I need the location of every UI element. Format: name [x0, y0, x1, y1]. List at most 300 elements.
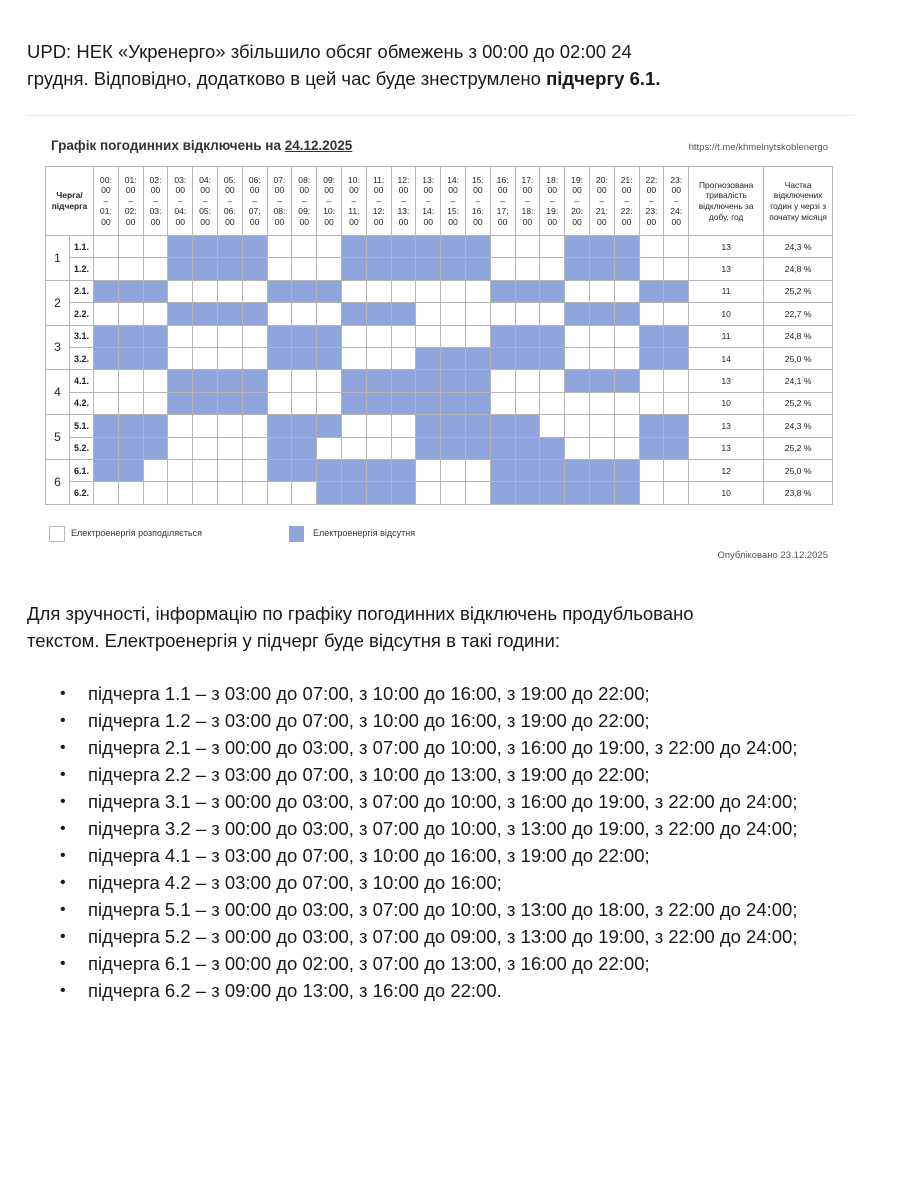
- hour-header: [341, 167, 366, 236]
- hour-cell-on: [589, 415, 614, 437]
- hour-cell-on: [565, 415, 590, 437]
- hour-cell-on: [168, 415, 193, 437]
- hour-from: 19:: [571, 174, 584, 185]
- hour-cell-on: [94, 303, 119, 325]
- legend-power-on-swatch: [49, 526, 65, 542]
- hour-cell-on: [317, 236, 342, 258]
- hour-cell-on: [267, 258, 292, 280]
- hour-from: 07:: [273, 174, 286, 185]
- hour-to: 24:: [670, 206, 683, 217]
- hour-cell-on: [515, 258, 540, 280]
- hour-from: 09:: [323, 174, 336, 185]
- dash: –: [425, 195, 431, 206]
- hour-cell-on: [366, 325, 391, 347]
- hour-cell-off: [515, 415, 540, 437]
- intro-line1: Для зручності, інформацію по графіку погодинних відключень продубльовано: [27, 603, 694, 624]
- hour-cell-on: [465, 482, 490, 504]
- dash: –: [599, 195, 605, 206]
- intro-line2: текстом. Електроенергія у підчерг буде відсутня в такі години:: [27, 630, 560, 651]
- duration-value: 13: [689, 258, 764, 280]
- minutes: 00: [597, 185, 607, 196]
- hour-cell-off: [465, 392, 490, 414]
- list-item: • підчерга 4.1 – з 03:00 до 07:00, з 10:00 до 16:00, з 19:00 до 22:00;: [88, 842, 827, 869]
- hour-cell-off: [664, 325, 689, 347]
- table-row: [46, 303, 833, 325]
- hour-cell-off: [341, 459, 366, 481]
- hour-to: 18:: [521, 206, 534, 217]
- hour-cell-off: [515, 437, 540, 459]
- hour-cell-off: [267, 347, 292, 369]
- share-header: Частка відключених годин у черзі з початку місяця: [764, 167, 833, 236]
- dash: –: [649, 195, 654, 206]
- hour-header: [143, 167, 168, 236]
- minutes: 00: [522, 216, 533, 227]
- hour-cell-on: [664, 392, 689, 414]
- minutes: 00: [373, 216, 384, 227]
- hour-cell-on: [391, 415, 416, 437]
- hour-cell-off: [664, 415, 689, 437]
- hour-to: 06:: [223, 206, 236, 217]
- hour-cell-off: [193, 392, 218, 414]
- hour-cell-off: [540, 325, 565, 347]
- hour-cell-off: [168, 370, 193, 392]
- hour-cell-off: [267, 459, 292, 481]
- hour-cell-off: [416, 370, 441, 392]
- minutes: 00: [249, 216, 260, 227]
- hour-cell-off: [118, 325, 143, 347]
- subqueue-label: 1.1.: [70, 236, 94, 258]
- hour-header: [490, 167, 515, 236]
- schedule-image: [43, 130, 840, 570]
- hour-cell-off: [515, 347, 540, 369]
- hour-cell-on: [292, 392, 317, 414]
- hour-cell-off: [540, 459, 565, 481]
- hour-cell-on: [391, 437, 416, 459]
- minutes: 00: [150, 185, 161, 196]
- hour-from: 15:: [471, 174, 484, 185]
- dash: –: [277, 195, 282, 206]
- hour-cell-off: [118, 347, 143, 369]
- hour-cell-on: [614, 392, 639, 414]
- hour-cell-on: [391, 280, 416, 302]
- duration-value: 10: [689, 392, 764, 414]
- hour-cell-off: [143, 415, 168, 437]
- hour-cell-off: [341, 482, 366, 504]
- duration-value: 13: [689, 236, 764, 258]
- schedule-date: 24.12.2025: [284, 138, 353, 153]
- hour-cell-off: [565, 258, 590, 280]
- minutes: 00: [299, 216, 310, 227]
- hour-cell-off: [515, 482, 540, 504]
- hour-cell-off: [664, 437, 689, 459]
- hour-cell-on: [193, 325, 218, 347]
- hour-cell-off: [94, 459, 119, 481]
- hour-cell-off: [490, 459, 515, 481]
- hour-cell-on: [416, 325, 441, 347]
- hour-to: 15:: [447, 206, 460, 217]
- hour-cell-off: [639, 347, 664, 369]
- update-notice-subqueue: підчергу 6.1.: [546, 68, 661, 89]
- hour-cell-on: [292, 303, 317, 325]
- minutes: 00: [547, 185, 558, 196]
- hour-cell-on: [490, 370, 515, 392]
- hour-header: [391, 167, 416, 236]
- schedule-title: [51, 138, 352, 153]
- dash: –: [301, 195, 307, 206]
- hour-cell-on: [341, 437, 366, 459]
- table-row: [46, 392, 833, 414]
- dash: –: [624, 195, 630, 206]
- hour-cell-off: [515, 280, 540, 302]
- hour-cell-off: [366, 370, 391, 392]
- subqueue-label: 4.1.: [70, 370, 94, 392]
- hour-cell-on: [143, 459, 168, 481]
- hour-cell-off: [589, 303, 614, 325]
- hour-cell-off: [193, 370, 218, 392]
- hour-cell-off: [540, 280, 565, 302]
- hour-cell-on: [540, 303, 565, 325]
- hour-cell-on: [639, 482, 664, 504]
- list-item: • підчерга 1.1 – з 03:00 до 07:00, з 10:00 до 16:00, з 19:00 до 22:00;: [88, 680, 827, 707]
- hour-cell-off: [391, 482, 416, 504]
- hour-cell-on: [366, 347, 391, 369]
- hour-cell-on: [118, 303, 143, 325]
- dash: –: [351, 195, 357, 206]
- minutes: 00: [274, 216, 285, 227]
- list-item: • підчерга 3.2 – з 00:00 до 03:00, з 07:00 до 10:00, з 13:00 до 19:00, з 22:00 до 24:00;: [88, 815, 827, 842]
- hour-cell-off: [267, 415, 292, 437]
- hour-cell-on: [465, 303, 490, 325]
- hour-to: 20:: [571, 206, 584, 217]
- hour-cell-off: [565, 236, 590, 258]
- hour-cell-on: [565, 437, 590, 459]
- hour-cell-off: [589, 370, 614, 392]
- hour-cell-off: [217, 258, 242, 280]
- hour-cell-off: [317, 280, 342, 302]
- hour-cell-on: [565, 347, 590, 369]
- hour-cell-off: [639, 437, 664, 459]
- hour-to: 03:: [149, 206, 162, 217]
- hour-cell-on: [589, 280, 614, 302]
- hour-from: 01:: [124, 174, 137, 185]
- minutes: 00: [324, 216, 334, 227]
- hour-to: 23:: [645, 206, 658, 217]
- hour-cell-off: [465, 347, 490, 369]
- hour-cell-on: [639, 258, 664, 280]
- table-row: [46, 482, 833, 504]
- hour-cell-on: [540, 415, 565, 437]
- hour-cell-off: [317, 482, 342, 504]
- hour-from: 21:: [620, 174, 633, 185]
- hour-cell-on: [416, 482, 441, 504]
- dash: –: [673, 195, 679, 206]
- hour-cell-on: [614, 347, 639, 369]
- hour-cell-off: [317, 459, 342, 481]
- hour-header: [639, 167, 664, 236]
- hour-cell-off: [614, 370, 639, 392]
- hour-cell-off: [366, 236, 391, 258]
- list-item: • підчерга 5.1 – з 00:00 до 03:00, з 07:00 до 10:00, з 13:00 до 18:00, з 22:00 до 24:00;: [88, 896, 827, 923]
- hour-cell-on: [664, 482, 689, 504]
- subqueue-label: 4.2.: [70, 392, 94, 414]
- hour-cell-on: [143, 258, 168, 280]
- hour-header: [242, 167, 267, 236]
- hour-cell-on: [143, 482, 168, 504]
- hour-to: 14:: [422, 206, 435, 217]
- hour-cell-off: [193, 303, 218, 325]
- minutes: 00: [349, 216, 359, 227]
- minutes: 00: [522, 185, 533, 196]
- hour-cell-off: [143, 437, 168, 459]
- hour-header: [664, 167, 689, 236]
- hour-cell-off: [540, 347, 565, 369]
- hour-cell-off: [94, 437, 119, 459]
- dash: –: [103, 195, 109, 206]
- minutes: 00: [398, 216, 409, 227]
- duration-value: 11: [689, 325, 764, 347]
- minutes: 00: [101, 216, 111, 227]
- hour-header: [292, 167, 317, 236]
- hour-cell-off: [242, 258, 267, 280]
- share-value: 25,0 %: [764, 459, 833, 481]
- hour-cell-on: [664, 258, 689, 280]
- hour-cell-on: [441, 459, 466, 481]
- hour-cell-off: [168, 236, 193, 258]
- duration-value: 12: [689, 459, 764, 481]
- hour-cell-off: [515, 325, 540, 347]
- hour-cell-off: [242, 303, 267, 325]
- hour-cell-on: [193, 482, 218, 504]
- hour-to: 21:: [595, 206, 608, 217]
- hour-cell-off: [341, 303, 366, 325]
- hour-cell-on: [565, 280, 590, 302]
- hour-cell-off: [391, 392, 416, 414]
- hour-cell-on: [341, 325, 366, 347]
- hour-cell-off: [391, 370, 416, 392]
- hour-cell-off: [589, 482, 614, 504]
- table-row: [46, 258, 833, 280]
- hour-cell-on: [267, 370, 292, 392]
- hour-cell-on: [267, 236, 292, 258]
- minutes: 00: [572, 216, 582, 227]
- hour-cell-on: [639, 236, 664, 258]
- outage-list: [27, 680, 827, 1004]
- hour-cell-off: [317, 325, 342, 347]
- subqueue-label: 3.2.: [70, 347, 94, 369]
- hour-from: 00:: [99, 174, 112, 185]
- hour-cell-off: [168, 392, 193, 414]
- minutes: 00: [398, 185, 409, 196]
- hour-cell-on: [267, 392, 292, 414]
- hour-from: 12:: [397, 174, 410, 185]
- hour-cell-off: [664, 347, 689, 369]
- hour-cell-off: [465, 437, 490, 459]
- hour-cell-on: [515, 236, 540, 258]
- hour-cell-on: [664, 370, 689, 392]
- dash: –: [525, 195, 530, 206]
- hour-cell-off: [341, 236, 366, 258]
- hour-cell-on: [589, 325, 614, 347]
- hour-cell-on: [292, 236, 317, 258]
- hour-cell-on: [242, 347, 267, 369]
- queue-header: Черга/ підчерга: [46, 167, 94, 236]
- telegram-link: https://t.me/khmelnytskoblenergo: [688, 142, 828, 153]
- share-value: 24,1 %: [764, 370, 833, 392]
- hour-cell-on: [416, 459, 441, 481]
- hour-cell-off: [366, 258, 391, 280]
- hour-cell-on: [317, 370, 342, 392]
- hour-cell-on: [391, 347, 416, 369]
- hour-cell-on: [490, 303, 515, 325]
- list-item: • підчерга 2.2 – з 03:00 до 07:00, з 10:00 до 13:00, з 19:00 до 22:00;: [88, 761, 827, 788]
- minutes: 00: [473, 185, 483, 196]
- minutes: 00: [249, 185, 260, 196]
- hour-cell-off: [366, 459, 391, 481]
- share-value: 24,3 %: [764, 236, 833, 258]
- hour-cell-off: [614, 482, 639, 504]
- minutes: 00: [200, 185, 210, 196]
- hour-cell-off: [341, 370, 366, 392]
- hour-to: 17:: [496, 206, 509, 217]
- hour-cell-off: [341, 258, 366, 280]
- hour-cell-on: [589, 392, 614, 414]
- minutes: 00: [572, 185, 582, 196]
- hour-header: [217, 167, 242, 236]
- hour-cell-off: [490, 280, 515, 302]
- minutes: 00: [274, 185, 285, 196]
- hour-cell-on: [267, 482, 292, 504]
- hour-cell-off: [565, 303, 590, 325]
- hour-from: 05:: [223, 174, 236, 185]
- share-value: 25,0 %: [764, 347, 833, 369]
- hour-cell-off: [465, 236, 490, 258]
- hour-cell-on: [217, 437, 242, 459]
- hour-from: 20:: [595, 174, 608, 185]
- hour-from: 03:: [174, 174, 187, 185]
- update-notice-text: грудня. Відповідно, додатково в цей час буде знеструмлено: [27, 68, 547, 89]
- dash: –: [549, 195, 555, 206]
- dash: –: [153, 195, 158, 206]
- hour-cell-on: [515, 303, 540, 325]
- hour-cell-off: [565, 459, 590, 481]
- hour-to: 13:: [397, 206, 410, 217]
- hour-cell-off: [540, 482, 565, 504]
- hour-cell-on: [193, 280, 218, 302]
- hour-cell-off: [441, 415, 466, 437]
- hour-cell-on: [664, 459, 689, 481]
- dash: –: [401, 195, 406, 206]
- hour-cell-on: [242, 437, 267, 459]
- minutes: 00: [497, 185, 508, 196]
- hour-from: 17:: [521, 174, 534, 185]
- legend-power-off-label: Електроенергія відсутня: [313, 528, 416, 538]
- hour-header: [118, 167, 143, 236]
- hour-to: 10:: [323, 206, 336, 217]
- minutes: 00: [423, 216, 434, 227]
- hour-cell-on: [317, 392, 342, 414]
- hour-cell-off: [664, 280, 689, 302]
- hour-from: 02:: [149, 174, 162, 185]
- duration-value: 10: [689, 303, 764, 325]
- hour-header: [94, 167, 119, 236]
- dash: –: [177, 195, 183, 206]
- hour-cell-on: [515, 392, 540, 414]
- hour-cell-off: [292, 459, 317, 481]
- hour-cell-on: [465, 325, 490, 347]
- minutes: 00: [547, 216, 558, 227]
- hour-header: [168, 167, 193, 236]
- hour-cell-off: [465, 370, 490, 392]
- hour-from: 06:: [248, 174, 261, 185]
- hour-cell-on: [490, 392, 515, 414]
- hour-cell-on: [565, 325, 590, 347]
- hour-cell-off: [441, 437, 466, 459]
- hour-cell-off: [118, 437, 143, 459]
- hour-cell-off: [118, 280, 143, 302]
- subqueue-label: 2.1.: [70, 280, 94, 302]
- minutes: 00: [423, 185, 434, 196]
- dash: –: [450, 195, 456, 206]
- hour-cell-off: [143, 325, 168, 347]
- hour-cell-off: [391, 236, 416, 258]
- hour-cell-on: [168, 280, 193, 302]
- hour-cell-on: [94, 370, 119, 392]
- hour-cell-off: [639, 325, 664, 347]
- minutes: 00: [101, 185, 111, 196]
- hour-cell-on: [366, 280, 391, 302]
- hour-cell-on: [490, 236, 515, 258]
- hour-cell-on: [193, 459, 218, 481]
- minutes: 00: [125, 216, 136, 227]
- duration-value: 13: [689, 415, 764, 437]
- subqueue-label: 5.2.: [70, 437, 94, 459]
- hour-cell-on: [143, 370, 168, 392]
- hour-to: 08:: [273, 206, 286, 217]
- hour-cell-off: [441, 392, 466, 414]
- hour-from: 22:: [645, 174, 658, 185]
- hour-cell-off: [317, 415, 342, 437]
- table-row: [46, 236, 833, 258]
- minutes: 00: [448, 185, 458, 196]
- dash: –: [202, 195, 208, 206]
- hour-cell-on: [217, 280, 242, 302]
- hour-cell-on: [118, 392, 143, 414]
- hour-cell-on: [94, 392, 119, 414]
- hour-header: [614, 167, 639, 236]
- hour-cell-off: [416, 415, 441, 437]
- share-value: 24,3 %: [764, 415, 833, 437]
- hour-cell-off: [366, 392, 391, 414]
- hour-to: 22:: [620, 206, 633, 217]
- hour-cell-off: [193, 236, 218, 258]
- hour-cell-off: [639, 415, 664, 437]
- hour-cell-off: [242, 236, 267, 258]
- hour-cell-off: [242, 370, 267, 392]
- hour-cell-off: [242, 392, 267, 414]
- hour-cell-off: [366, 482, 391, 504]
- dash: –: [326, 195, 332, 206]
- hour-cell-on: [94, 482, 119, 504]
- hour-cell-on: [565, 392, 590, 414]
- hour-cell-off: [416, 392, 441, 414]
- subqueue-label: 6.2.: [70, 482, 94, 504]
- hour-cell-on: [193, 415, 218, 437]
- hour-cell-off: [292, 347, 317, 369]
- minutes: 00: [225, 185, 235, 196]
- hour-header: [515, 167, 540, 236]
- hour-cell-on: [540, 370, 565, 392]
- queue-number: 6: [46, 459, 70, 504]
